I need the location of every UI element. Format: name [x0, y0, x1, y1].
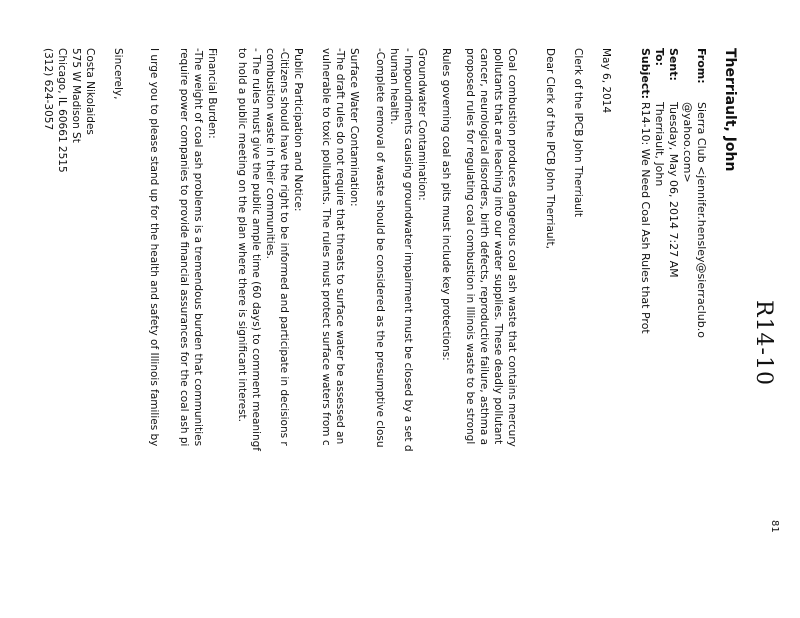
- rules-intro-line: Rules governing coal ash pits must include key protections:: [440, 48, 452, 361]
- letter-date: May 6, 2014: [600, 48, 612, 114]
- from-label: From:: [695, 48, 708, 84]
- public-participation-line: combustion waste in their communities.: [264, 48, 276, 259]
- groundwater-line: - Impoundments causing groundwater impairment must be closed by a set d: [402, 48, 414, 452]
- letter-salutation: Dear Clerk of the IPCB John Therriault,: [544, 48, 556, 249]
- groundwater-heading: Groundwater Contamination:: [416, 48, 428, 201]
- sent-label: Sent:: [667, 48, 680, 81]
- sent-value: Tuesday, May 06, 2014 7:27 AM: [667, 102, 680, 278]
- intro-line: Coal combustion produces dangerous coal ash waste that contains mercury: [506, 48, 518, 447]
- public-participation-line: -Citizens should have the right to be informed and participate in decisions r: [278, 48, 290, 446]
- surface-water-line: -The draft rules do not require that threats to surface water be assessed an: [334, 48, 346, 445]
- surface-water-line: vulnerable to toxic pollutants. The rules must protect surface waters from c: [320, 48, 332, 446]
- case-number: R14-10: [751, 300, 776, 386]
- groundwater-line: -Complete removal of waste should be considered as the presumptive closu: [374, 48, 386, 448]
- from-value-continued: @yahoo.com>: [681, 102, 694, 183]
- to-value: Therriault, John: [653, 102, 666, 187]
- letter-recipient: Clerk of the IPCB John Therriault: [572, 48, 584, 217]
- public-participation-heading: Public Participation and Notice:: [292, 48, 304, 212]
- financial-line: require power companies to provide financial assurances for the coal ash pi: [178, 48, 190, 447]
- sender-name: Therriault, John: [722, 48, 738, 172]
- subject-value: R14-10: We Need Coal Ash Rules that Prot: [639, 102, 652, 334]
- signature-phone: (312) 624-3057: [42, 48, 54, 131]
- signature-address: 575 W Madison St: [70, 48, 82, 143]
- financial-line: -The weight of coal ash problems is a tremendous burden that communities: [192, 48, 204, 447]
- intro-line: proposed rules for regulating coal combustion in Illinois waste to be strongl: [464, 48, 476, 445]
- page-number: 81: [769, 520, 780, 533]
- intro-line: pollutants that are leaching into our water supplies. These deadly pollutant: [492, 48, 504, 445]
- signature-name: Costa Nikolaides: [84, 48, 96, 135]
- public-participation-line: - The rules must give the public ample time (60 days) to comment meaningf: [250, 48, 262, 451]
- financial-heading: Financial Burden:: [206, 48, 218, 139]
- signature-city: Chicago, IL 60661 2515: [56, 48, 68, 173]
- public-participation-line: to hold a public meeting on the plan where there is significant interest.: [236, 48, 248, 423]
- to-label: To:: [653, 48, 666, 66]
- closing-line: I urge you to please stand up for the health and safety of Illinois families by: [148, 48, 160, 447]
- surface-water-heading: Surface Water Contamination:: [348, 48, 360, 207]
- from-value: Sierra Club <jennifer.hensley@sierraclub.o: [695, 102, 708, 338]
- subject-label: Subject:: [639, 48, 652, 100]
- sign-off: Sincerely,: [112, 48, 124, 100]
- intro-line: cancer, neurological disorders, birth defects, reproductive failure, asthma a: [478, 48, 490, 446]
- groundwater-line: human health.: [388, 48, 400, 125]
